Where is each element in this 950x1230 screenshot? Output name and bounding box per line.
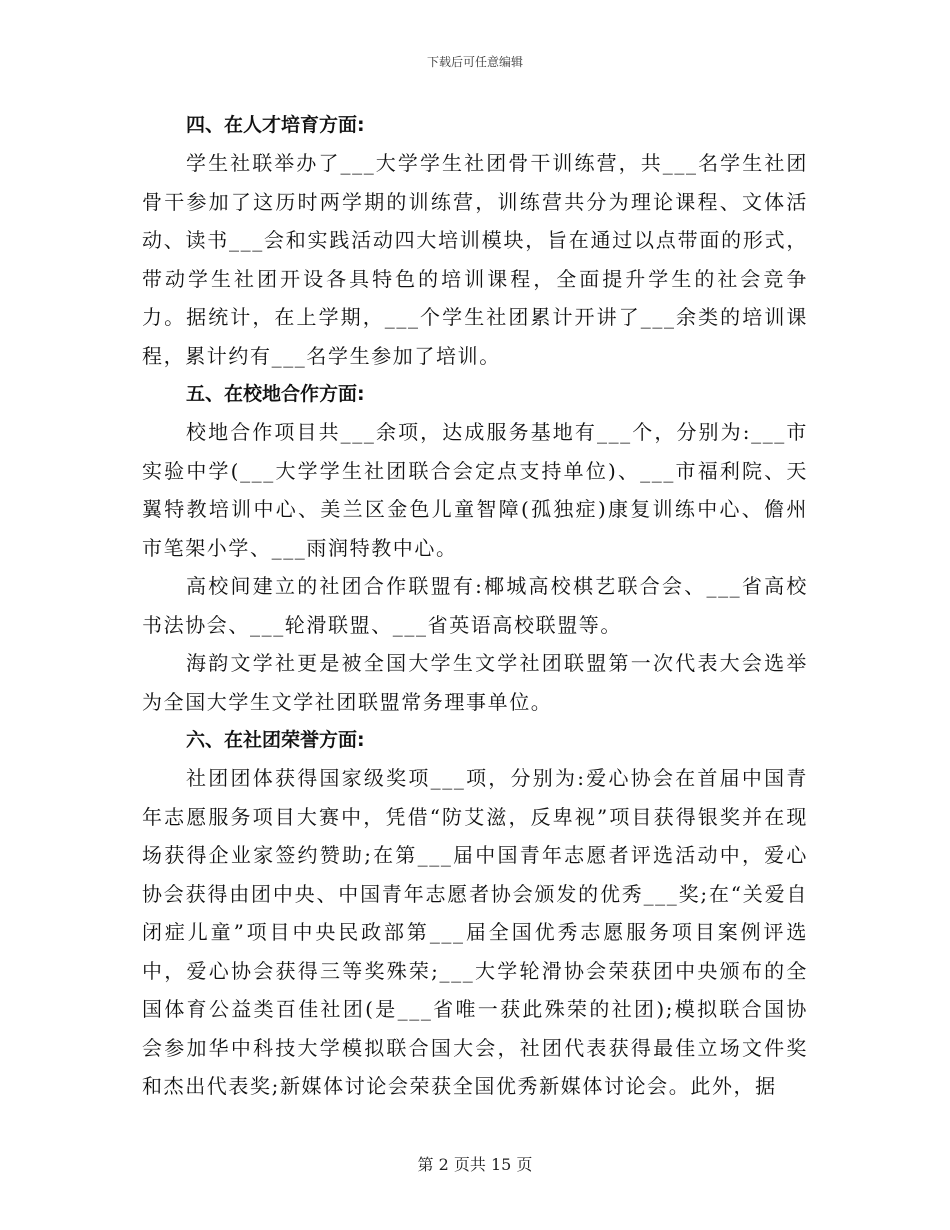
- paragraph-cooperation-projects: 校地合作项目共___余项，达成服务基地有___个，分别为:___市实验中学(___大学学生社团联合会定点支持单位)、___市福利院、天翼特教培训中心、美兰区金色儿童智障(孤独症)康复训练中心、儋州市笔架小学、___雨润特教中心。: [142, 420, 808, 560]
- page-footer: 第 2 页共 15 页: [417, 1155, 533, 1174]
- paragraph-talent-training: 学生社联举办了___大学学生社团骨干训练营，共___名学生社团骨干参加了这历时两学期的训练营，训练营共分为理论课程、文体活动、读书___会和实践活动四大培训模块，旨在通过以点带面的形式，带动学生社团开设各具特色的培训课程，全面提升学生的社会竞争力。据统计，在上学期，___个学生社团累计开讲了___余类的培训课程，累计约有___名学生参加了培训。: [142, 151, 808, 368]
- section-heading-honors: 六、在社团荣誉方面:: [186, 729, 365, 751]
- page-header: 下载后可任意编辑: [426, 55, 523, 69]
- section-heading-cooperation: 五、在校地合作方面:: [186, 383, 365, 405]
- paragraph-university-alliances: 高校间建立的社团合作联盟有:椰城高校棋艺联合会、___省高校书法协会、___轮滑联盟、___省英语高校联盟等。: [142, 574, 808, 637]
- paragraph-literature-society: 海韵文学社更是被全国大学生文学社团联盟第一次代表大会选举为全国大学生文学社团联盟常务理事单位。: [142, 651, 808, 714]
- paragraph-club-honors: 社团团体获得国家级奖项___项，分别为:爱心协会在首届中国青年志愿服务项目大赛中，凭借“防艾滋，反卑视”项目获得银奖并在现场获得企业家签约赞助;在第___届中国青年志愿者评选活动中，爱心协会获得由团中央、中国青年志愿者协会颁发的优秀___奖;在“关爱自闭症儿童”项目中央民政部第___届全国优秀志愿服务项目案例评选中，爱心协会获得三等奖殊荣;___大学轮滑协会荣获团中央颁布的全国体育公益类百佳社团(是___省唯一获此殊荣的社团);模拟联合国协会参加华中科技大学模拟联合国大会，社团代表获得最佳立场文件奖和杰出代表奖;新媒体讨论会荣获全国优秀新媒体讨论会。此外，据: [142, 766, 808, 1098]
- section-heading-talent: 四、在人才培育方面:: [186, 114, 365, 136]
- document-body: [142, 106, 808, 1106]
